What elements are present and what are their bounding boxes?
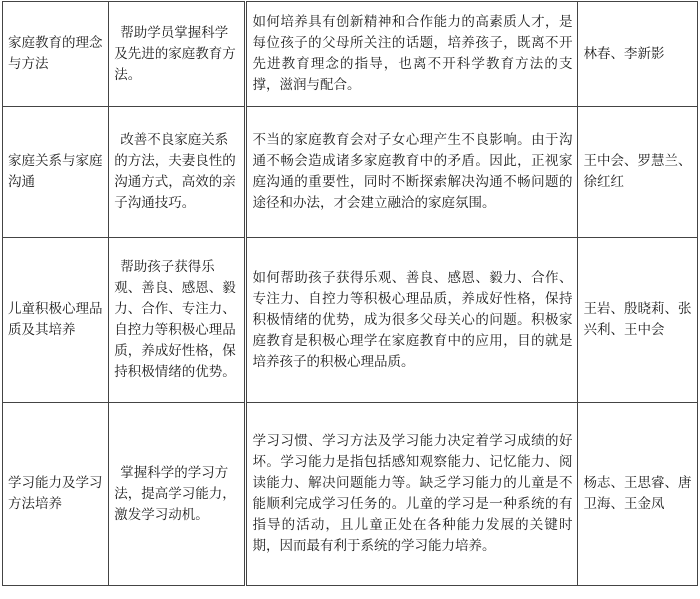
course-summary: 如何帮助孩子获得乐观、善良、感恩、毅力、合作、专注力、自控力等积极心理品质，养成好性格，保持积极情绪的优势，成为很多父母关心的问题。积极家庭教育是积极心理学在家庭教育中的应用，目的就是培养孩子的积极心理品质。: [246, 238, 578, 403]
course-topic: 家庭教育的理念与方法: [3, 2, 109, 107]
table-row: [3, 2, 698, 107]
course-goal: 帮助孩子获得乐观、善良、感恩、毅力、合作、专注力、自控力等积极心理品质，养成好性格，保持积极情绪的优势。: [109, 238, 246, 403]
course-goal: 改善不良家庭关系的方法，夫妻良性的沟通方式，高效的亲子沟通技巧。: [109, 107, 246, 238]
course-topic: 家庭关系与家庭沟通: [3, 107, 109, 238]
course-summary: 不当的家庭教育会对子女心理产生不良影响。由于沟通不畅会造成诸多家庭教育中的矛盾。因此，正视家庭沟通的重要性，同时不断探索解决沟通不畅问题的途径和办法，才会建立融洽的家庭氛围。: [246, 107, 578, 238]
table-row: [3, 107, 698, 238]
course-goal: 掌握科学的学习方法，提高学习能力，激发学习动机。: [109, 403, 246, 586]
table-row: [3, 238, 698, 403]
course-authors: 林春、李新影: [578, 2, 698, 107]
course-table: [2, 1, 698, 586]
course-authors: 王岩、殷晓莉、张兴利、王中会: [578, 238, 698, 403]
course-authors: 杨志、王思睿、唐卫海、王金凤: [578, 403, 698, 586]
course-authors: 王中会、罗慧兰、徐红红: [578, 107, 698, 238]
course-summary: 学习习惯、学习方法及学习能力决定着学习成绩的好坏。学习能力是指包括感知观察能力、记忆能力、阅读能力、解决问题能力等。缺乏学习能力的儿童是不能顺利完成学习任务的。儿童的学习是一种系统的有指导的活动，且儿童正处在各种能力发展的关键时期，因而最有利于系统的学习能力培养。: [246, 403, 578, 586]
table-row: [3, 403, 698, 586]
course-goal: 帮助学员掌握科学及先进的家庭教育方法。: [109, 2, 246, 107]
course-topic: 学习能力及学习方法培养: [3, 403, 109, 586]
course-topic: 儿童积极心理品质及其培养: [3, 238, 109, 403]
course-summary: 如何培养具有创新精神和合作能力的高素质人才，是每位孩子的父母所关注的话题，培养孩子，既离不开先进教育理念的指导，也离不开科学教育方法的支撑，滋润与配合。: [246, 2, 578, 107]
